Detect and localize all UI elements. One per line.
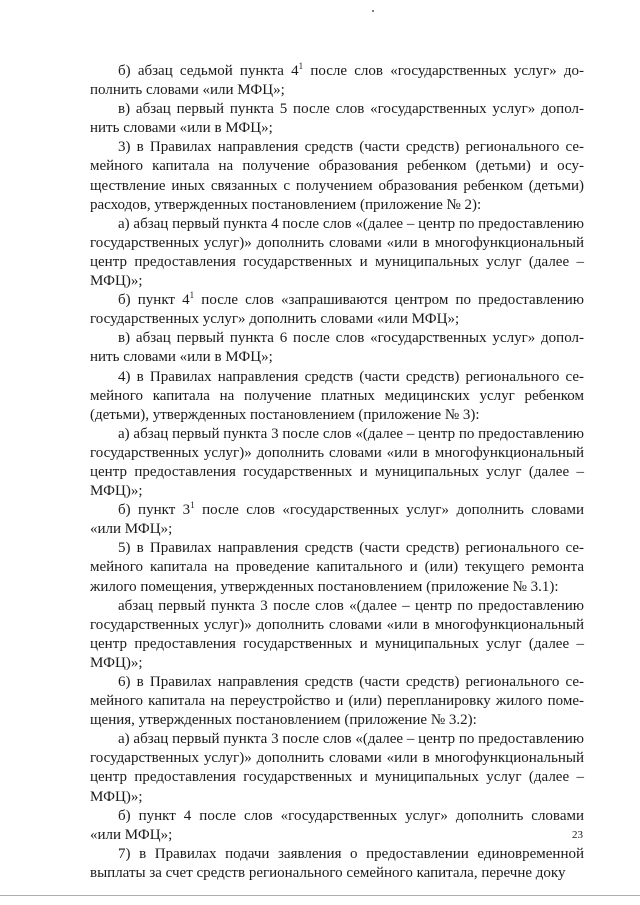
superscript: 1 (298, 61, 304, 71)
paragraph-text: б) пункт 3 (118, 502, 191, 519)
paragraph-text: 4) в Правилах направления средств (части средств) регионального семейного капитала на получение платных медицинских услуг ребенком (детьми), утвержденных постановлением (приложение № 3): (90, 368, 584, 423)
paragraph-p10 (90, 539, 584, 596)
scan-bottom-edge (0, 893, 640, 899)
paragraph-text: а) абзац первый пункта 4 после слов «(далее – центр по предоставлению государственных услуг)» дополнить словами «или в многофункциональный центр предоставления государственных и муниципальных услуг (далее – МФЦ)»; (90, 215, 584, 290)
paragraph-text: после слов «государственных услуг» дополнить словами «или МФЦ»; (90, 63, 584, 99)
paragraph-text: после слов «государственных услуг» дополнить словами «или МФЦ»; (90, 502, 585, 538)
paragraph-text: 3) в Правилах направления средств (части средств) регионального семейного капитала на получение образования ребенком (детьми) и осуществление иных связанных с получением образования ребенком (детьми) расходов, утвержденных постановлением (приложение № 2): (90, 139, 584, 213)
paragraph-text: б) пункт 4 после слов «государственных услуг» дополнить словами «или МФЦ»; (90, 807, 584, 843)
paragraph-text: 5) в Правилах направления средств (части средств) регионального семейного капитала на проведение капитального и (или) текущего ремонта жилого помещения, утвержденных постановлением (приложение № 3.1): (90, 540, 584, 595)
paragraph-p6 (90, 329, 584, 367)
paragraph-text: б) пункт 4 (118, 292, 190, 309)
paragraph-p13 (90, 730, 584, 806)
paragraph-p8 (90, 425, 584, 501)
paragraph-p14 (90, 807, 584, 845)
paragraph-p3 (90, 138, 584, 214)
paragraph-text: в) абзац первый пункта 6 после слов «государственных услуг» дополнить словами «или в МФЦ»; (90, 330, 584, 366)
paragraph-p5 (90, 291, 584, 329)
scan-dot (372, 10, 374, 12)
paragraph-text: после слов «запрашиваются центром по предоставлению государственных услуг» дополнить словами «или МФЦ»; (90, 292, 584, 328)
paragraph-p2 (90, 100, 584, 138)
paragraph-p11 (90, 597, 584, 673)
superscript: 1 (190, 500, 195, 511)
paragraph-p12 (90, 673, 584, 730)
superscript: 1 (189, 290, 195, 301)
paragraph-text: б) абзац седьмой пункта 4 (118, 63, 299, 79)
page-number: 23 (572, 829, 583, 841)
paragraph-p7 (90, 368, 584, 425)
paragraph-text: 6) в Правилах направления средств (части средств) регионального семейного капитала на переустройство и (или) перепланировку жилого помещения, утвержденных постановлением (приложение № 3.2): (90, 674, 584, 729)
document-body (90, 62, 584, 883)
paragraph-p9 (90, 501, 584, 539)
paragraph-text: а) абзац первый пункта 3 после слов «(далее – центр по предоставлению государственных услуг)» дополнить словами «или в многофункциональный центр предоставления государственных и муниципальных услуг (далее – МФЦ)»; (90, 425, 584, 500)
paragraph-p4 (90, 215, 584, 291)
paragraph-text: абзац первый пункта 3 после слов «(далее – центр по предоставлению государственных услуг)» дополнить словами «или в многофункциональный центр предоставления государственных и муниципальных услуг (далее – МФЦ)»; (90, 597, 584, 671)
paragraph-p1 (90, 62, 584, 100)
paragraph-text: 7) в Правилах подачи заявления о предоставлении единовременной выплаты за счет средств регионального семейного капитала, перечне доку (90, 845, 584, 881)
paragraph-p15 (90, 845, 584, 883)
paragraph-text: в) абзац первый пункта 5 после слов «государственных услуг» дополнить словами «или в МФЦ»; (90, 101, 584, 137)
paragraph-text: а) абзац первый пункта 3 после слов «(далее – центр по предоставлению государственных услуг)» дополнить словами «или в многофункциональный центр предоставления государственных и муниципальных услуг (далее – МФЦ)»; (90, 731, 584, 805)
